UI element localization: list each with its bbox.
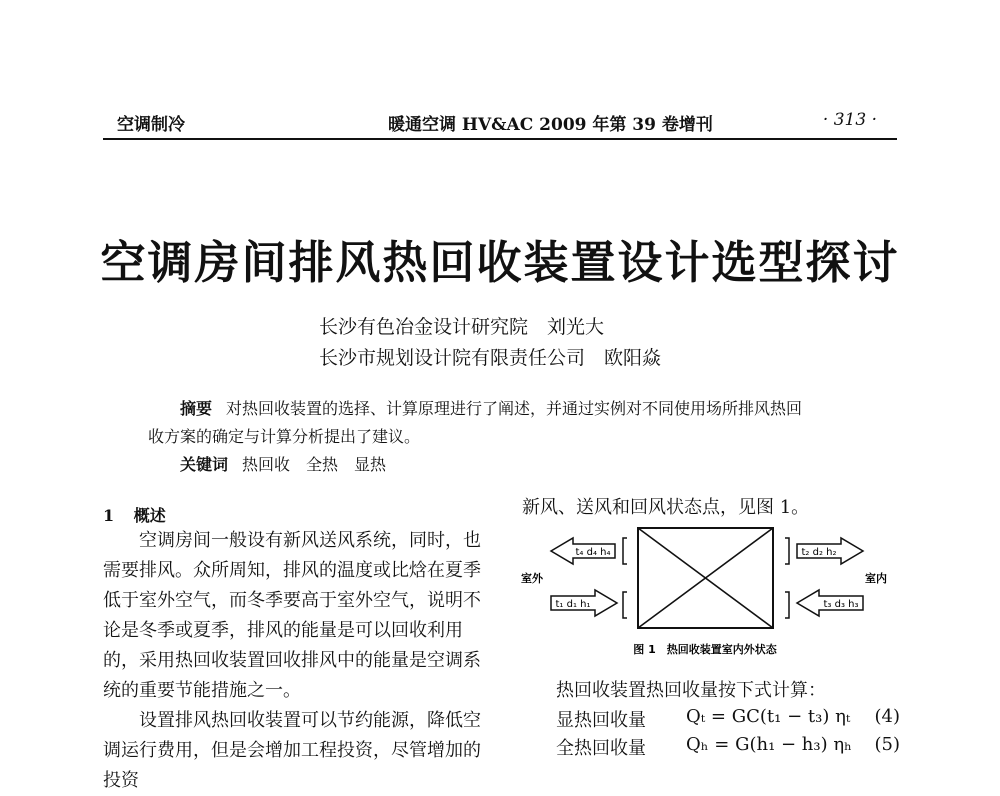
section-heading <box>103 503 489 526</box>
arrow-bottom-right-label: t₃ d₃ h₃ <box>823 599 859 610</box>
heat-recovery-figure <box>515 520 900 670</box>
calculation-intro: 热回收装置热回收量按下式计算： <box>556 680 826 701</box>
formula-sensible-number: (4) <box>874 706 900 727</box>
formula-sensible-expr: Qₜ = GC(t₁ − t₃) ηₜ <box>686 706 851 727</box>
keywords-line <box>180 452 386 475</box>
keywords-label: 关键词 <box>180 455 229 474</box>
paragraph-2: 设置排风热回收装置可以节约能源，降低空调运行费用，但是会增加工程投资，尽管增加的投资 <box>103 710 481 791</box>
bracket-bottom-right <box>785 592 789 618</box>
formula-total-label: 全热回收量 <box>556 738 646 759</box>
abstract-line-2: 收方案的确定与计算分析提出了建议。 <box>148 427 421 446</box>
keywords-text: 热回收 全热 显热 <box>242 455 387 474</box>
author-affiliation-1: 长沙有色冶金设计研究院 刘光大 <box>319 316 605 338</box>
running-header <box>103 108 897 140</box>
arrow-top-left-label: t₄ d₄ h₄ <box>575 547 611 558</box>
header-section-name: 空调制冷 <box>117 115 185 135</box>
header-journal-info: 暖通空调 HV&AC 2009 年第 39 卷增刊 <box>388 115 713 135</box>
abstract-label: 摘要 <box>180 399 213 418</box>
formula-sensible-label: 显热回收量 <box>556 710 646 731</box>
author-affiliation-2: 长沙市规划设计院有限责任公司 欧阳焱 <box>319 347 662 369</box>
bracket-top-left <box>623 538 627 564</box>
label-outdoor: 室外 <box>521 572 543 585</box>
formula-total <box>556 734 900 760</box>
paragraph-1: 空调房间一般设有新风送风系统，同时，也需要排风。众所周知，排风的温度或比焓在夏季低于室外空气，而冬季要高于室外空气，说明不论是冬季或夏季，排风的能量是可以回收利用的，采用热回收装置回收排风中的能量是空调系统的重要节能措施之一。 <box>103 530 481 701</box>
header-page-number: · 313 · <box>822 110 877 130</box>
figure-intro: 新风、送风和回风状态点，见图 1。 <box>522 497 810 518</box>
arrow-top-right-label: t₂ d₂ h₂ <box>801 547 837 558</box>
formula-total-number: (5) <box>874 734 900 755</box>
formula-sensible <box>556 706 900 734</box>
abstract-text-1: 对热回收装置的选择、计算原理进行了阐述，并通过实例对不同使用场所排风热回 <box>226 399 803 418</box>
formula-total-expr: Qₕ = G(h₁ − h₃) ηₕ <box>686 734 852 755</box>
left-column-body <box>103 526 489 791</box>
bracket-top-right <box>785 538 789 564</box>
label-indoor: 室内 <box>865 572 887 585</box>
abstract-line-1 <box>180 396 900 419</box>
arrow-bottom-left-label: t₁ d₁ h₁ <box>555 599 591 610</box>
section-number: 1 <box>103 506 115 525</box>
figure-caption: 图 1 热回收装置室内外状态 <box>633 643 777 656</box>
section-title: 概述 <box>133 506 166 525</box>
paper-title: 空调房间排风热回收装置设计选型探讨 <box>100 236 900 289</box>
bracket-bottom-left <box>623 592 627 618</box>
